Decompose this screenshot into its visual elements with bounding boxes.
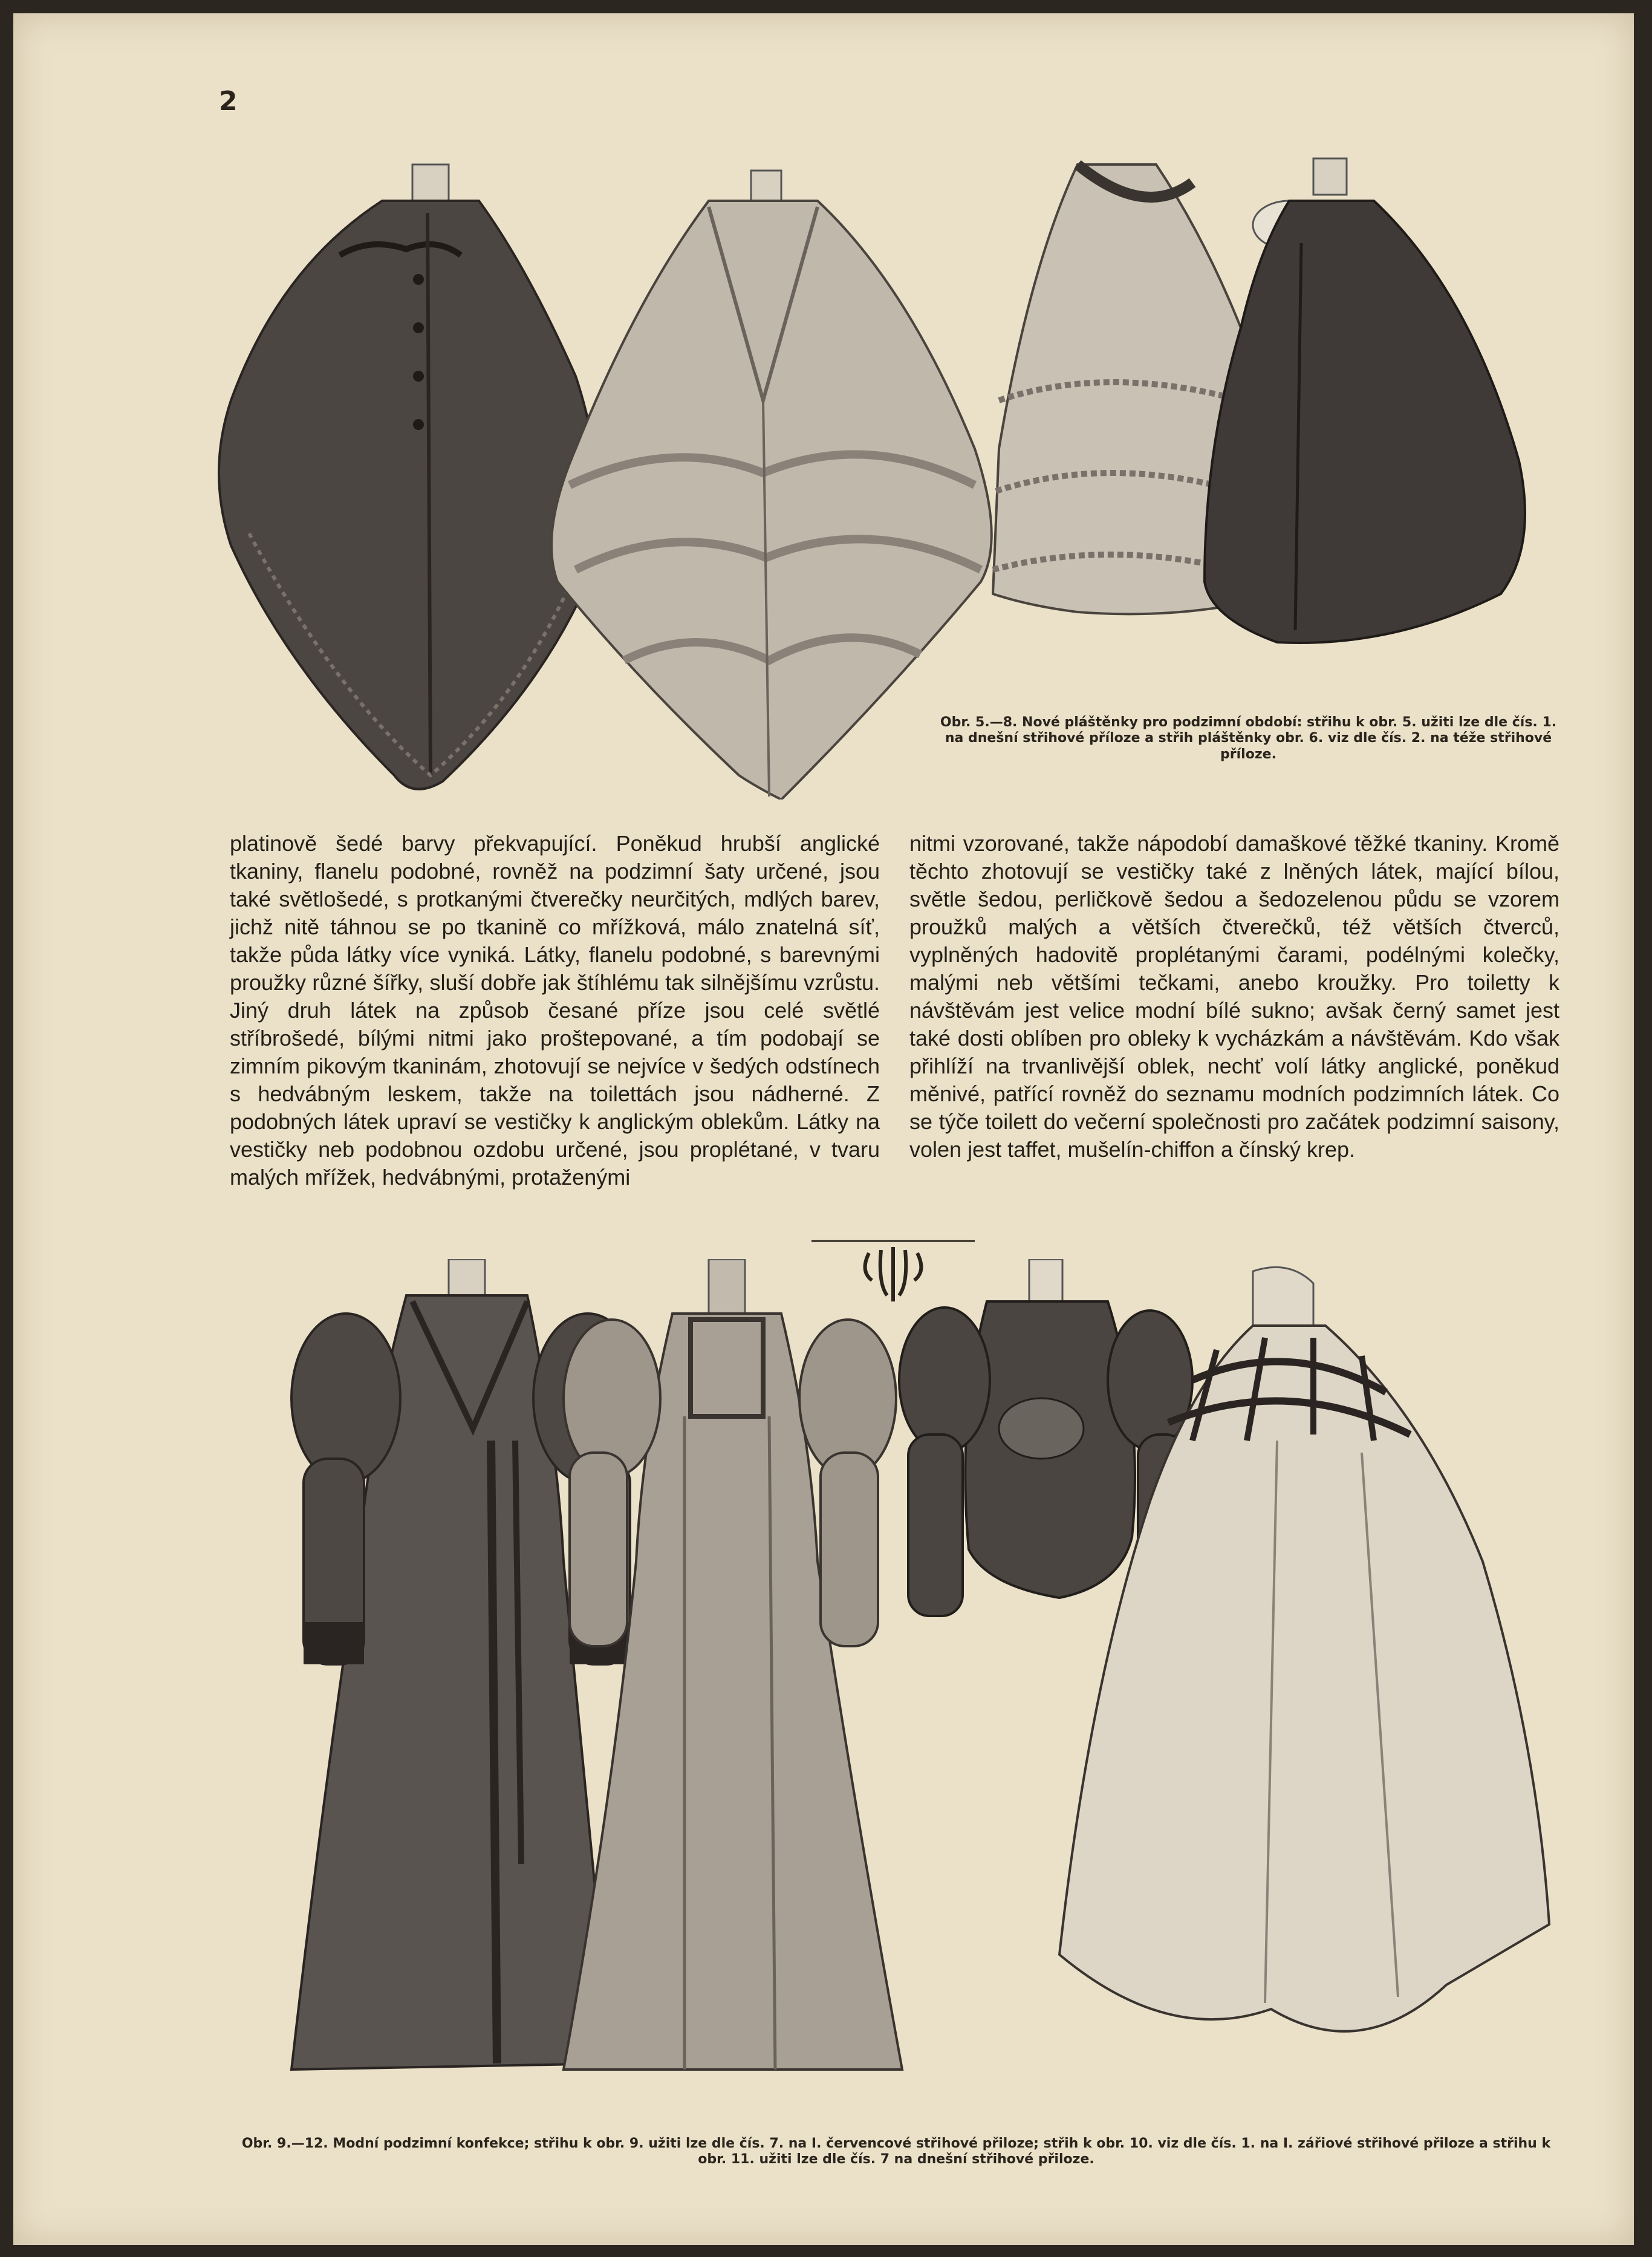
bottom-figure-caption: Obr. 9.—12. Modní podzimní konfekce; střihu k obr. 9. užiti lze dle čís. 7. na I. červencové střihové přiloze; střih k obr. 10. viz dle čís. 1. na I. zářiové střihové přiloze a střihu k obr. 11. užiti lze dle čís. 7 na dnešní střihové přiloze. xyxy=(241,2136,1551,2167)
illustration-garments-9-12 xyxy=(273,1259,1561,2088)
illustration-capes-5-8 xyxy=(213,146,1561,800)
top-figure-caption: Obr. 5.—8. Nové pláštěnky pro podzimní období: střihu k obr. 5. užiti lze dle čís. 1. na dnešní střihové příloze a střih pláštěnky obr. 6. viz dle čís. 2. na téže střihové příloze. xyxy=(940,715,1557,762)
cape-figure-8 xyxy=(1205,158,1525,643)
cape-figure-6 xyxy=(551,171,992,800)
article-column-right: nitmi vzorované, takže nápodobí damaškové těžké tkaniny. Kromě těchto zhotovují se vestičky také z lněných látek, mající bílou, světle šedou, perličkově šedou a šedozelenou půdu se vzorem proužků malých a větších čtverečků, též větších čtverců, vyplněných hadovitě proplétanými čarami, podélnými kolečky, malými neb většími tečkami, anebo kroužky. Pro toiletty k návštěvám jest velice modní bílé sukno; avšak černý samet jest také dosti oblíben pro obleky k vycházkám a návštěvám. Kdo však přihlíží na trvanlivější oblek, nechť volí látky anglické, poněkud měnivé, patřící rovněž do seznamu modních podzimních látek. Co se týče toilett do večerní společnosti pro začátek podzimní saisony, volen jest taffet, mušelín-chiffon a čínský krep. xyxy=(909,831,1559,1162)
page-number: 2 xyxy=(219,86,238,117)
magazine-page xyxy=(13,13,1634,2245)
article-column-left: platinově šedé barvy překvapující. Poněkud hrubší anglické tkaniny, flanelu podobné, rovněž na podzimní šaty určené, jsou také světlošedé, s protkanými čtverečky neurčitých, mdlých barev, jichž nitě táhnou se po tkanině co mřížková, málo znatelná síť, takže půda látky více vyniká. Látky, flanelu podobné, s barevnými proužky různé šířky, sluší dobře jak štíhlému tak silnějšímu vzrůstu. Jiný druh látek na způsob česané příze jsou celé světlé stříbrošedé, bílými nitmi jako proštepované, a tím podobají se zimním pikovým tkaninám, zhotovují se nejvíce v šedých odstínech s hedvábným leskem, takže na toilettách jsou nádherné. Z podobných látek upraví se vestičky k anglickým oblekům. Látky na vestičky neb podobnou ozdobu určené, jsou proplétané, v tvaru malých mřížek, hedvábnými, protaženými xyxy=(230,831,880,1190)
cape-figure-7 xyxy=(993,164,1241,614)
cape-figure-5 xyxy=(219,164,597,789)
